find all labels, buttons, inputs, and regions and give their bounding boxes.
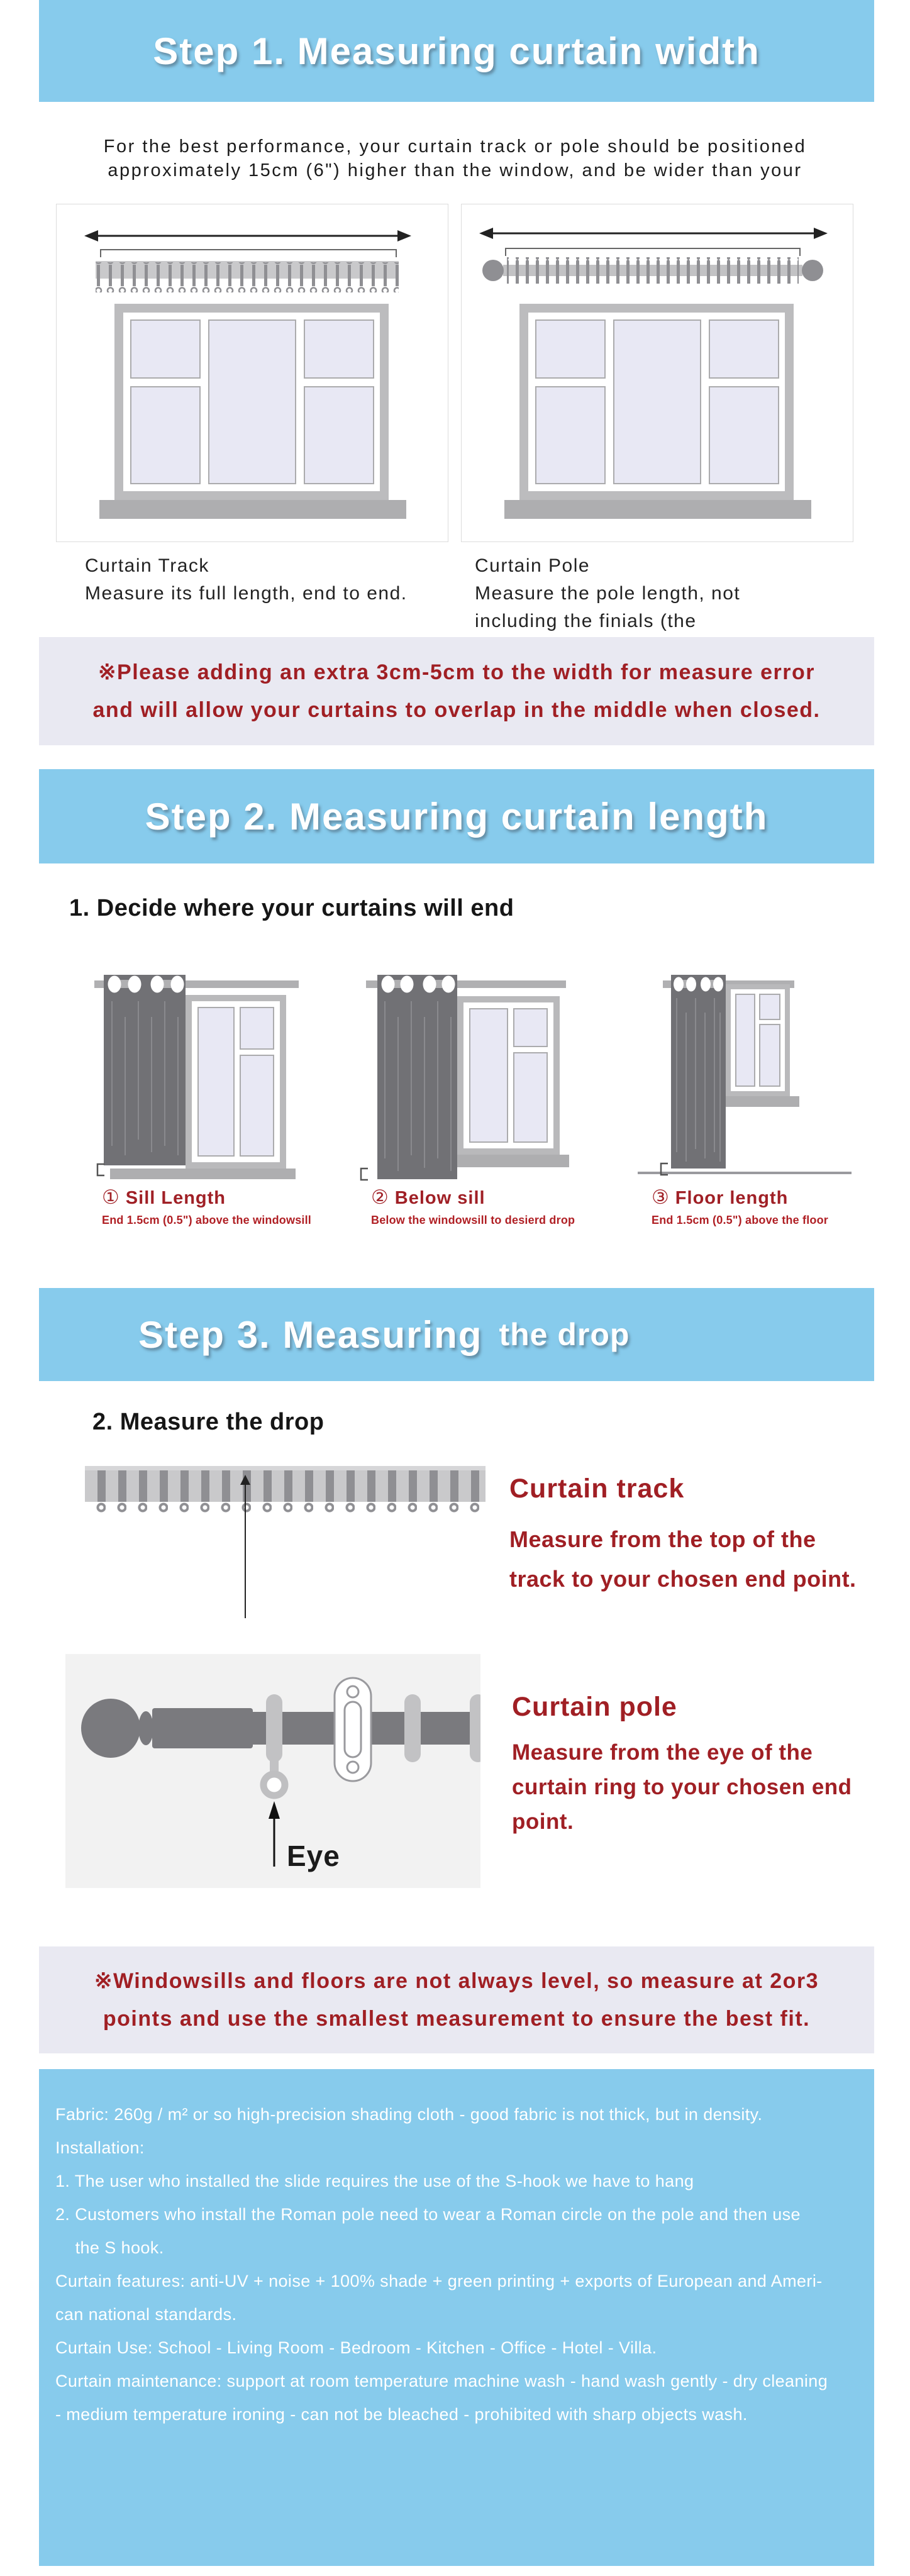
window-graphic — [99, 304, 406, 519]
step1-intro-paragraph — [0, 135, 910, 182]
sill-length-label — [39, 1185, 311, 1230]
width-note-line1: ※Please adding an extra 3cm-5cm to the width for measure error — [98, 660, 815, 684]
drop-note-line1: ※Windowsills and floors are not always level, so measure at 2or3 — [94, 1969, 819, 1993]
window-graphic — [504, 304, 811, 519]
step1-intro-line1: For the best performance, your curtain track or pole should be positioned — [103, 136, 807, 157]
option1-title: Sill Length — [125, 1188, 226, 1208]
measure-up-arrow — [240, 1475, 250, 1618]
width-arrow — [479, 228, 828, 256]
below-sill-diagram — [343, 957, 615, 1230]
sill-length-diagram — [39, 957, 311, 1230]
drop-note-line2: points and use the smallest measurement to ensure the best fit. — [103, 2007, 811, 2031]
width-measure-note — [39, 637, 874, 745]
curtain-track-caption-title: Curtain Track — [85, 555, 209, 576]
curtain-track-caption-desc: Measure its full length, end to end. — [85, 583, 408, 604]
curtain-pole-eye-illustration — [65, 1654, 480, 1888]
detail-line-installation: Installation: — [55, 2138, 145, 2157]
floor-length-illustration — [638, 957, 910, 1184]
product-details-box — [39, 2069, 874, 2566]
option2-title: Below sill — [394, 1188, 486, 1208]
track-gliders-graphic — [85, 1502, 486, 1516]
below-sill-label — [343, 1185, 615, 1230]
curtain-pole-caption-title: Curtain Pole — [475, 555, 591, 576]
curtain-track-graphic — [96, 261, 399, 292]
curtain-track-instructions — [509, 1474, 857, 1599]
detail-line-maintenance-2: - medium temperature ironing - can not be bleached - prohibited with sharp objects wash. — [55, 2405, 748, 2424]
detail-line-use: Curtain Use: School - Living Room - Bedroom - Kitchen - Office - Hotel - Villa. — [55, 2338, 657, 2357]
detail-line-install-1: 1. The user who installed the slide requires the use of the S-hook we have to hang — [55, 2172, 694, 2190]
wall-bracket-graphic — [335, 1678, 371, 1781]
detail-line-features: Curtain features: anti-UV + noise + 100% shade + green printing + exports of European and Ameri- — [55, 2272, 823, 2290]
step1-banner — [39, 0, 874, 102]
curtain-pole-eye-figure — [65, 1654, 480, 1888]
option3-desc: End 1.5cm (0.5") above the floor — [652, 1214, 828, 1226]
detail-line-fabric: Fabric: 260g / m² or so high-precision shading cloth - good fabric is not thick, but in density. — [55, 2105, 763, 2124]
eye-label: Eye — [287, 1840, 340, 1872]
curtain-pole-caption-desc1: Measure the pole length, not — [475, 583, 741, 604]
step2-banner — [39, 769, 874, 863]
step3-banner-title: Step 3. Measuring — [138, 1313, 483, 1356]
curtain-track-strip-illustration — [85, 1466, 486, 1516]
width-note-line2: and will allow your curtains to overlap in the middle when closed. — [92, 698, 821, 722]
step1-captions-row — [0, 552, 910, 635]
curtain-track-title: Curtain track — [509, 1474, 685, 1504]
option1-number: ① — [102, 1186, 120, 1208]
step1-banner-title: Step 1. Measuring curtain width — [153, 30, 760, 72]
curtain-pole-caption — [475, 552, 740, 635]
curtain-track-window-illustration — [57, 204, 448, 541]
curtain-track-desc: Measure from the top of the track to your chosen end point. — [509, 1526, 857, 1592]
option2-desc: Below the windowsill to desierd drop — [371, 1214, 575, 1226]
curtain-pole-title: Curtain pole — [512, 1692, 677, 1722]
detail-line-install-2: 2. Customers who install the Roman pole need to wear a Roman circle on the pole and then use — [55, 2205, 801, 2224]
track-bar-graphic — [85, 1466, 486, 1502]
sill-length-illustration — [39, 957, 311, 1184]
curtain-track-window-figure — [56, 204, 448, 542]
detail-line-features-2: can national standards. — [55, 2305, 237, 2324]
curtain-track-caption — [85, 552, 475, 635]
drop-measure-note — [39, 1946, 874, 2053]
arrow-head-icon — [240, 1475, 250, 1485]
floor-length-label — [638, 1185, 910, 1230]
step1-illustrations-row — [56, 204, 910, 542]
option2-number: ② — [371, 1186, 389, 1208]
step2-heading: 1. Decide where your curtains will end — [69, 895, 514, 921]
drop-track-section — [39, 1463, 871, 1640]
curtain-pole-window-illustration — [462, 204, 853, 541]
detail-line-install-2b: the S hook. — [55, 2238, 164, 2257]
drop-pole-section — [39, 1654, 871, 1888]
arrow-shaft — [245, 1485, 246, 1618]
curtain-pole-caption-desc2: including the finials (the — [475, 611, 697, 631]
option3-title: Floor length — [675, 1188, 789, 1208]
curtain-pole-window-figure — [461, 204, 853, 542]
width-arrow — [84, 230, 411, 257]
option3-number: ③ — [652, 1186, 670, 1208]
option1-desc: End 1.5cm (0.5") above the windowsill — [102, 1214, 312, 1226]
detail-line-maintenance: Curtain maintenance: support at room temperature machine wash - hand wash gently - dry cleaning — [55, 2372, 828, 2390]
step3-heading: 2. Measure the drop — [92, 1409, 325, 1435]
curtain-pole-graphic — [482, 257, 823, 284]
curtain-pole-desc: Measure from the eye of the curtain ring to your chosen end point. — [512, 1740, 852, 1834]
step3-banner — [39, 1288, 874, 1381]
step2-banner-title: Step 2. Measuring curtain length — [145, 795, 769, 838]
curtain-length-options-row — [39, 957, 910, 1230]
below-sill-illustration — [343, 957, 615, 1184]
step3-banner-subtitle: the drop — [499, 1317, 630, 1352]
floor-length-diagram — [638, 957, 910, 1230]
curtain-pole-instructions — [512, 1692, 852, 1839]
step1-intro-line2: approximately 15cm (6") higher than the window, and be wider than your — [108, 160, 802, 180]
